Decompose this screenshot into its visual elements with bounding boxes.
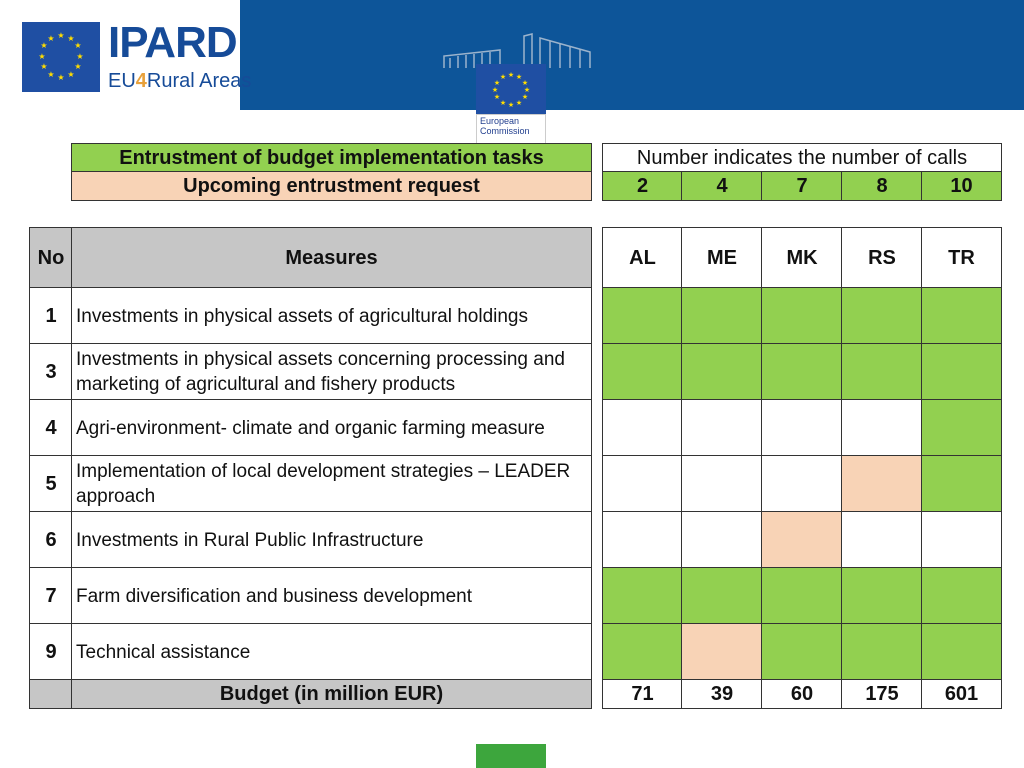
svg-text:★: ★ bbox=[499, 99, 507, 107]
svg-text:★: ★ bbox=[523, 86, 531, 94]
row-number: 1 bbox=[29, 287, 73, 345]
measure-name: Farm diversification and business development bbox=[71, 567, 592, 625]
status-cell bbox=[841, 511, 923, 569]
status-cell bbox=[921, 623, 1002, 681]
status-cell bbox=[921, 567, 1002, 625]
eu-flag-icon bbox=[22, 22, 100, 92]
svg-text:★: ★ bbox=[67, 34, 75, 43]
status-cell bbox=[841, 455, 923, 513]
legend-call-count: 7 bbox=[761, 171, 843, 201]
logo-subtitle: EU4Rural Areas bbox=[108, 70, 252, 92]
logo-title: IPARD bbox=[108, 18, 237, 67]
status-cell bbox=[681, 455, 763, 513]
legend-call-count: 2 bbox=[602, 171, 683, 201]
status-cell bbox=[681, 511, 763, 569]
status-cell bbox=[921, 511, 1002, 569]
row-number: 5 bbox=[29, 455, 73, 513]
svg-text:★: ★ bbox=[493, 79, 501, 87]
status-cell bbox=[921, 287, 1002, 345]
svg-text:★: ★ bbox=[491, 86, 499, 94]
svg-text:★: ★ bbox=[515, 99, 523, 107]
row-number: 9 bbox=[29, 623, 73, 681]
svg-text:★: ★ bbox=[521, 79, 529, 87]
legend-call-count: 4 bbox=[681, 171, 763, 201]
svg-text:★: ★ bbox=[40, 62, 48, 71]
svg-text:★: ★ bbox=[67, 70, 75, 79]
measure-name: Investments in Rural Public Infrastructure bbox=[71, 511, 592, 569]
svg-text:★: ★ bbox=[40, 41, 48, 50]
ipard-logo bbox=[22, 18, 252, 94]
status-cell bbox=[841, 399, 923, 457]
status-cell bbox=[761, 343, 843, 401]
measure-name: Investments in physical assets concerning processing and marketing of agricultural and fishery products bbox=[71, 343, 592, 401]
measure-name: Implementation of local development strategies – LEADER approach bbox=[71, 455, 592, 513]
status-cell bbox=[841, 343, 923, 401]
measure-name: Investments in physical assets of agricultural holdings bbox=[71, 287, 592, 345]
svg-text:★: ★ bbox=[521, 93, 529, 101]
budget-value: 39 bbox=[681, 679, 763, 709]
legend-calls-note: Number indicates the number of calls bbox=[602, 143, 1002, 173]
legend-call-count: 10 bbox=[921, 171, 1002, 201]
status-cell bbox=[921, 399, 1002, 457]
status-cell bbox=[841, 567, 923, 625]
status-cell bbox=[761, 399, 843, 457]
legend-upcoming: Upcoming entrustment request bbox=[71, 171, 592, 201]
svg-text:★: ★ bbox=[74, 62, 82, 71]
status-cell bbox=[841, 287, 923, 345]
row-number: 4 bbox=[29, 399, 73, 457]
svg-text:★: ★ bbox=[76, 52, 84, 61]
svg-text:★: ★ bbox=[57, 73, 65, 82]
column-header-country: AL bbox=[602, 227, 683, 289]
budget-value: 71 bbox=[602, 679, 683, 709]
column-header-country: RS bbox=[841, 227, 923, 289]
status-cell bbox=[602, 567, 683, 625]
svg-text:★: ★ bbox=[47, 70, 55, 79]
svg-text:★: ★ bbox=[38, 52, 46, 61]
status-cell bbox=[681, 343, 763, 401]
row-number: 3 bbox=[29, 343, 73, 401]
status-cell bbox=[602, 287, 683, 345]
column-header-country: TR bbox=[921, 227, 1002, 289]
footer-tab bbox=[476, 744, 546, 768]
status-cell bbox=[761, 623, 843, 681]
status-cell bbox=[761, 567, 843, 625]
row-number: 7 bbox=[29, 567, 73, 625]
legend-entrustment: Entrustment of budget implementation tasks bbox=[71, 143, 592, 173]
svg-text:★: ★ bbox=[515, 73, 523, 81]
status-cell bbox=[761, 287, 843, 345]
status-cell bbox=[841, 623, 923, 681]
svg-text:★: ★ bbox=[47, 34, 55, 43]
status-cell bbox=[761, 455, 843, 513]
status-cell bbox=[681, 287, 763, 345]
column-header-measures: Measures bbox=[71, 227, 592, 289]
status-cell bbox=[602, 511, 683, 569]
status-cell bbox=[921, 343, 1002, 401]
budget-value: 601 bbox=[921, 679, 1002, 709]
measure-name: Technical assistance bbox=[71, 623, 592, 681]
european-commission-logo bbox=[440, 32, 610, 142]
svg-text:★: ★ bbox=[507, 101, 515, 109]
status-cell bbox=[681, 567, 763, 625]
svg-text:★: ★ bbox=[499, 73, 507, 81]
svg-text:★: ★ bbox=[57, 31, 65, 40]
ec-flag-icon bbox=[476, 64, 546, 114]
ec-label: European Commission bbox=[480, 116, 530, 136]
measure-name: Agri-environment- climate and organic farming measure bbox=[71, 399, 592, 457]
status-cell bbox=[681, 399, 763, 457]
header-band bbox=[240, 0, 1024, 110]
budget-label: Budget (in million EUR) bbox=[71, 679, 592, 709]
status-cell bbox=[761, 511, 843, 569]
status-cell bbox=[602, 399, 683, 457]
status-cell bbox=[602, 455, 683, 513]
column-header-no: No bbox=[29, 227, 73, 289]
row-number: 6 bbox=[29, 511, 73, 569]
budget-value: 60 bbox=[761, 679, 843, 709]
svg-text:★: ★ bbox=[493, 93, 501, 101]
svg-text:★: ★ bbox=[507, 71, 515, 79]
status-cell bbox=[921, 455, 1002, 513]
column-header-country: MK bbox=[761, 227, 843, 289]
svg-text:★: ★ bbox=[74, 41, 82, 50]
status-cell bbox=[602, 343, 683, 401]
column-header-country: ME bbox=[681, 227, 763, 289]
budget-value: 175 bbox=[841, 679, 923, 709]
status-cell bbox=[602, 623, 683, 681]
legend-call-count: 8 bbox=[841, 171, 923, 201]
status-cell bbox=[681, 623, 763, 681]
budget-no-cell bbox=[29, 679, 73, 709]
